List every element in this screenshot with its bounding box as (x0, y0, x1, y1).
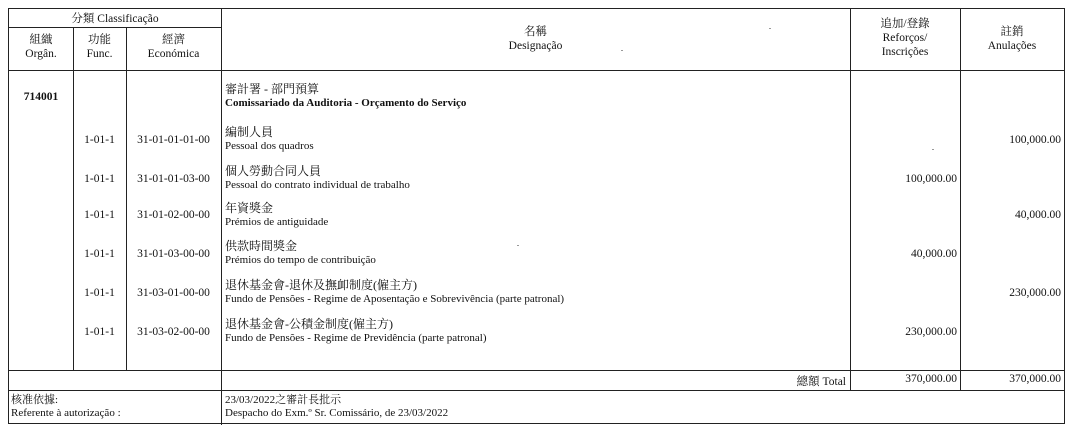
row-4-reinforcements: 40,000.00 (911, 248, 957, 260)
row-6-reinforcements: 230,000.00 (905, 326, 957, 338)
row-5-zh: 退休基金會-退休及撫卹制度(僱主方) (225, 278, 417, 292)
budget-table (8, 8, 1065, 424)
organic-header-pt: Orgân. (25, 48, 57, 60)
scan-speck (621, 50, 623, 51)
col-divider-amounts (960, 9, 961, 390)
economic-header-pt: Económica (147, 48, 200, 60)
row-2-econ: 31-01-01-03-00 (137, 173, 210, 185)
row-2-pt: Pessoal do contrato individual de trabalho (225, 179, 410, 191)
reinforcements-header-zh: 追加/登錄 (880, 18, 930, 30)
reinforcements-header-pt2: Inscrições (881, 46, 929, 58)
row-3-econ: 31-01-02-00-00 (137, 209, 210, 221)
organic-header-zh: 組織 (29, 34, 53, 46)
total-top-line (9, 370, 1064, 371)
row-3-pt: Prémios de antiguidade (225, 216, 329, 228)
organ-title (225, 82, 466, 110)
reinforcements-header-pt1: Reforços/ (882, 32, 928, 44)
header-subdivider (9, 27, 221, 28)
authorization-basis (11, 394, 121, 420)
scan-speck (932, 149, 934, 150)
col-divider-organic (73, 27, 74, 370)
economic-header-zh: 經濟 (162, 34, 185, 46)
functional-header (73, 33, 126, 61)
organ-code: 714001 (23, 91, 59, 103)
row-3-annulments: 40,000.00 (1015, 209, 1061, 221)
row-4-econ: 31-01-03-00-00 (137, 248, 210, 260)
scan-speck (517, 245, 519, 246)
dispatch-reference (225, 394, 448, 420)
dispatch-reference-pt: Despacho do Exm.º Sr. Comissário, de 23/03/2022 (225, 407, 449, 419)
row-6-func: 1-01-1 (84, 326, 115, 338)
row-1-annulments: 100,000.00 (1009, 134, 1061, 146)
functional-header-zh: 功能 (88, 34, 111, 46)
organ-title-pt: Comissariado da Auditoria - Orçamento do Serviço (225, 97, 467, 109)
total-label: 總額 Total (796, 376, 846, 388)
col-divider-classification (221, 9, 222, 425)
designation-header (221, 25, 850, 53)
col-divider-functional (126, 27, 127, 370)
designation-header-zh: 名稱 (524, 26, 547, 38)
row-6-econ: 31-03-02-00-00 (137, 326, 210, 338)
row-6-desc (225, 317, 486, 345)
row-2-func: 1-01-1 (84, 173, 115, 185)
row-4-func: 1-01-1 (84, 248, 115, 260)
row-3-zh: 年資獎金 (225, 201, 274, 215)
functional-header-pt: Func. (86, 48, 113, 60)
annulments-header (960, 25, 1064, 53)
authorization-basis-pt: Referente à autorização : (11, 407, 121, 419)
row-1-pt: Pessoal dos quadros (225, 140, 314, 152)
economic-header (126, 33, 221, 61)
row-2-desc (225, 164, 410, 192)
designation-header-pt: Designação (508, 40, 563, 52)
row-5-func: 1-01-1 (84, 287, 115, 299)
scan-speck (769, 28, 771, 29)
row-4-zh: 供款時間獎金 (225, 239, 298, 253)
header-bottom-line (9, 70, 1064, 71)
row-1-zh: 編制人員 (225, 125, 274, 139)
row-5-annulments: 230,000.00 (1009, 287, 1061, 299)
row-6-zh: 退休基金會-公積金制度(僱主方) (225, 317, 393, 331)
row-6-pt: Fundo de Pensões - Regime de Previdência (parte patronal) (225, 332, 487, 344)
organic-header (9, 33, 73, 61)
authorization-basis-zh: 核准依據: (11, 394, 59, 406)
dispatch-reference-zh: 23/03/2022之審計長批示 (225, 394, 342, 406)
row-4-pt: Prémios do tempo de contribuição (225, 254, 376, 266)
organ-title-zh: 審計署 - 部門預算 (225, 82, 319, 96)
row-1-func: 1-01-1 (84, 134, 115, 146)
row-3-desc (225, 201, 328, 229)
row-5-desc (225, 278, 564, 306)
row-3-func: 1-01-1 (84, 209, 115, 221)
row-1-econ: 31-01-01-01-00 (137, 134, 210, 146)
total-annulments: 370,000.00 (1009, 373, 1061, 385)
reinforcements-header (850, 17, 960, 59)
row-2-reinforcements: 100,000.00 (905, 173, 957, 185)
total-bottom-line (9, 390, 1064, 391)
annulments-header-zh: 註銷 (1000, 26, 1024, 38)
row-1-desc (225, 125, 314, 153)
row-4-desc (225, 239, 376, 267)
annulments-header-pt: Anulações (987, 40, 1037, 52)
row-5-pt: Fundo de Pensões - Regime de Aposentação e Sobrevivência (parte patronal) (225, 293, 565, 305)
row-2-zh: 個人勞動合同人員 (225, 164, 322, 178)
total-reinforcements: 370,000.00 (905, 373, 957, 385)
classification-header: 分類 Classificação (71, 13, 159, 25)
row-5-econ: 31-03-01-00-00 (137, 287, 210, 299)
